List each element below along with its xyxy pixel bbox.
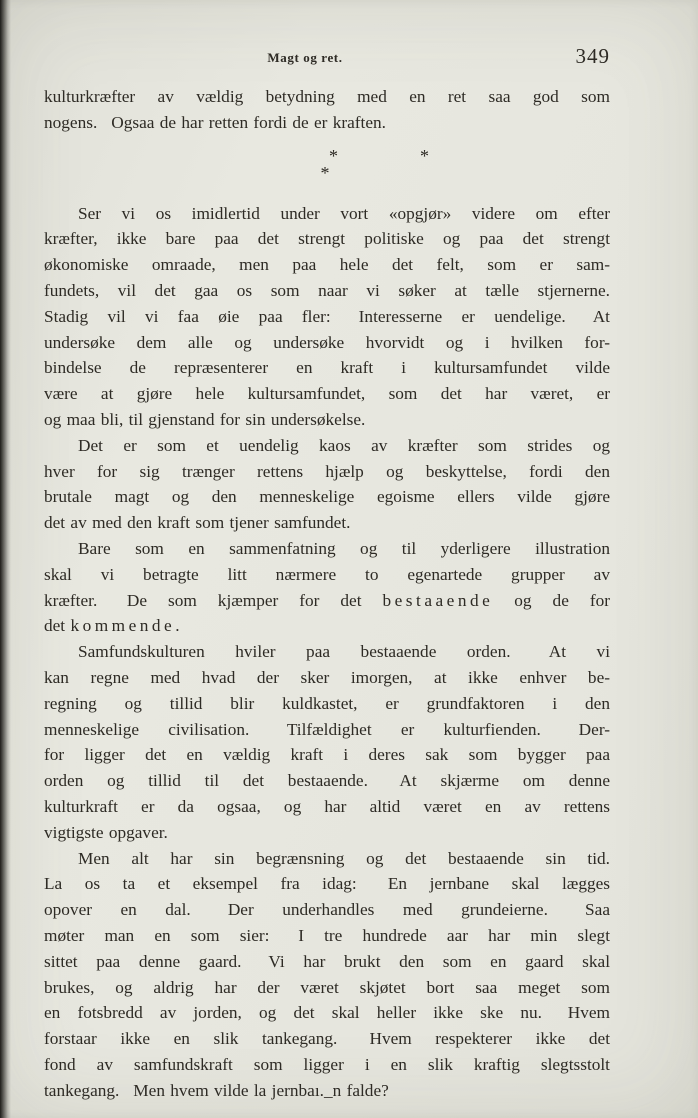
separator-row (42, 162, 608, 183)
text-line: tankegang. Men hvem vilde la jernbaı._n falde? (44, 1080, 389, 1100)
text-line: møter man en som sier: I tre hundrede aar har min slegt (44, 925, 610, 945)
text-line: menneskelige civilisation. Tilfældighet er kulturfienden. Der- (44, 719, 610, 739)
text-line: orden og tillid til det bestaaende. At skjærme om denne (44, 771, 610, 791)
text-line: Bare som en sammenfatning og til yderligere illustration (78, 538, 610, 558)
text-line: undersøke dem alle og undersøke hvorvidt og i hvilken for- (44, 332, 610, 352)
text-line (44, 613, 610, 639)
text-line: skal vi betragte litt nærmere to egenartede grupper av (44, 564, 610, 584)
text-segment: og de for (493, 590, 610, 610)
text-line: kræfter, ikke bare paa det strengt politiske og paa det strengt (44, 229, 610, 249)
text-segment: . (175, 616, 180, 636)
asterisk-ornament: * (329, 145, 338, 166)
text-line: være at gjøre hele kultursamfundet, som det har været, er (44, 384, 610, 404)
text-line: kulturkraft er da ogsaa, og har altid været en av rettens (44, 796, 610, 816)
paragraph (44, 639, 610, 845)
text-line: bindelse de repræsenterer en kraft i kultursamfundet vilde (44, 358, 610, 378)
text-block (44, 84, 610, 1103)
text-line: forstaar ikke en slik tankegang. Hvem respekterer ikke det (44, 1029, 610, 1049)
text-line (44, 588, 610, 614)
text-line: økonomiske omraade, men paa hele det felt, som er sam- (44, 255, 610, 275)
text-line: nogens. Ogsaa de har retten fordi de er kraften. (44, 112, 386, 132)
text-line: for ligger det en vældig kraft i deres sak som bygger paa (44, 745, 610, 765)
paragraph (44, 201, 610, 433)
letterspaced-word: bestaaende (382, 590, 494, 610)
text-line: regning og tillid blir kuldkastet, er grundfaktoren i den (44, 693, 610, 713)
paragraph (44, 536, 610, 639)
text-line: en fotsbredd av jorden, og det skal heller ikke ske nu. Hvem (44, 1003, 610, 1023)
text-line: Stadig vil vi faa øie paa fler: Interesserne er uendelige. At (44, 306, 610, 326)
running-title: Magt og ret. (267, 50, 343, 65)
section-separator (44, 145, 610, 183)
asterisk-ornament: * (320, 162, 330, 183)
text-line: Samfundskulturen hviler paa bestaaende orden. At vi (78, 642, 610, 662)
text-line: og maa bli, til gjenstand for sin undersøkelse. (44, 409, 366, 429)
separator-row (96, 145, 662, 166)
text-line: brukes, og aldrig har der været skjøtet bort saa meget som (44, 977, 610, 997)
text-line: Men alt har sin begrænsning og det bestaaende sin tid. (78, 848, 610, 868)
text-line: kulturkræfter av vældig betydning med en ret saa god som (44, 87, 610, 106)
text-line: Ser vi os imidlertid under vort «opgjør» videre om efter (78, 203, 610, 223)
text-line: det av med den kraft som tjener samfundet. (44, 513, 351, 533)
text-line: La os ta et eksempel fra idag: En jernbane skal lægges (44, 874, 610, 894)
text-line: vigtigste opgaver. (44, 822, 168, 842)
paragraph (44, 846, 610, 1104)
binding-shadow (0, 0, 11, 1118)
page-header (44, 44, 610, 72)
text-line: fond av samfundskraft som ligger i en slik kraftig slegtsstolt (44, 1054, 610, 1074)
text-segment: det (44, 616, 71, 636)
text-line: Det er som et uendelig kaos av kræfter som strides og (78, 435, 610, 455)
paragraph (44, 433, 610, 536)
text-line: fundets, vil det gaa os som naar vi søker at tælle stjernerne. (44, 280, 610, 300)
text-line: sittet paa denne gaard. Vi har brukt den som en gaard skal (44, 951, 610, 971)
page-number: 349 (575, 44, 610, 68)
text-line: kan regne med hvad der sker imorgen, at ikke enhver be- (44, 667, 610, 687)
paragraph (44, 84, 610, 136)
letterspaced-word: kommende (70, 616, 176, 636)
asterisk-ornament: * (420, 145, 429, 166)
text-line: opover en dal. Der underhandles med grundeierne. Saa (44, 900, 610, 920)
text-line: brutale magt og den menneskelige egoisme ellers vilde gjøre (44, 487, 610, 507)
text-segment: kræfter. De som kjæmper for det (44, 590, 383, 610)
text-line: hver for sig trænger rettens hjælp og beskyttelse, fordi den (44, 461, 610, 481)
